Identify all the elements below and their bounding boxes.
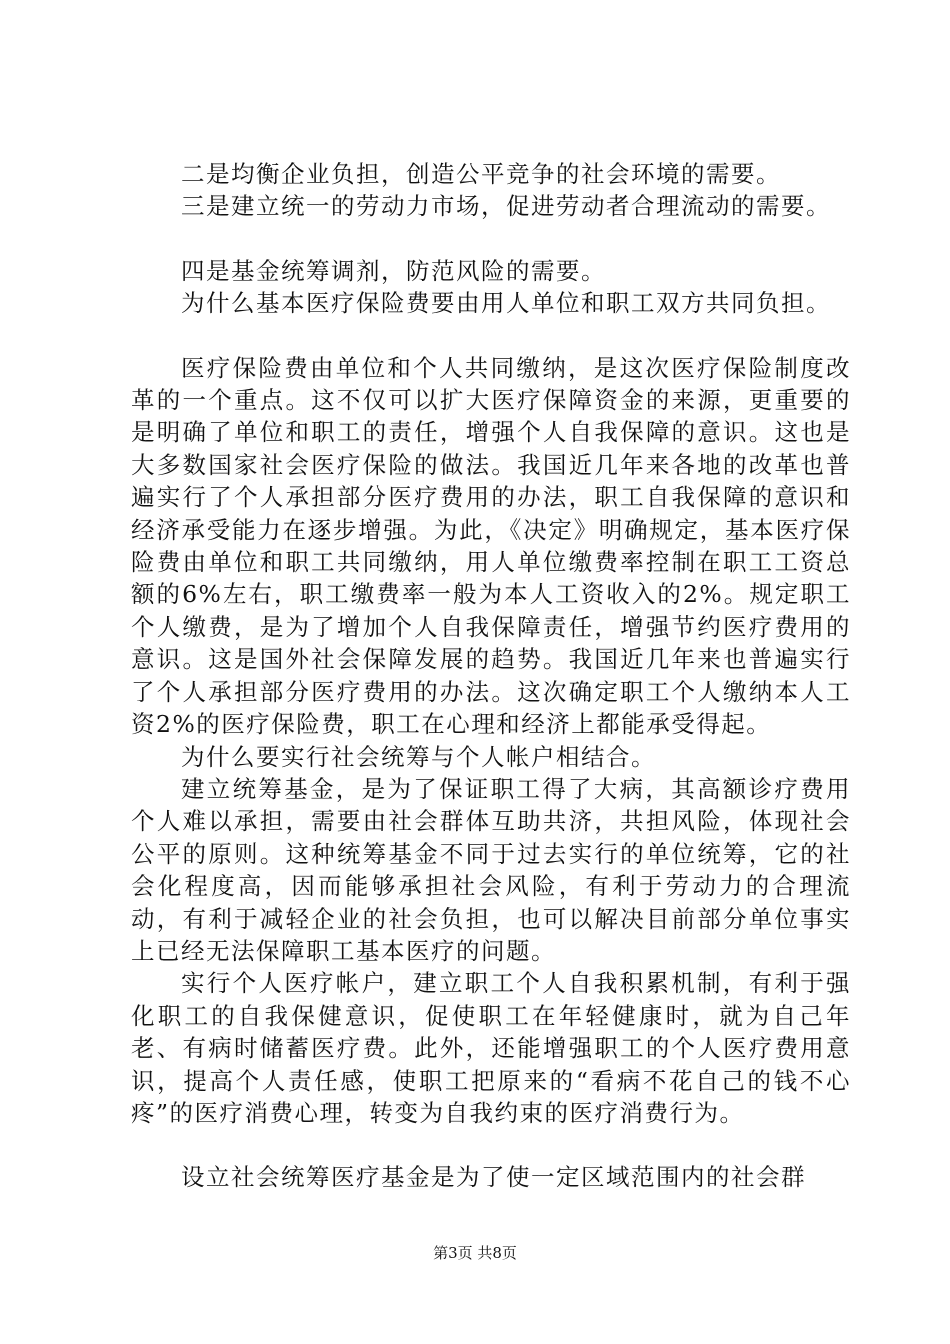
paragraph-pooled-fund: 建立统筹基金，是为了保证职工得了大病，其高额诊疗费用个人难以承担，需要由社会群体互助共济，共担风险，体现社会公平的原则。这种统筹基金不同于过去实行的单位统筹，它的社会化程度高，因而能够承担社会风险，有利于劳动力的合理流动，有利于减轻企业的社会负担，也可以解决目前部分单位事实上已经无法保障职工基本医疗的问题。 — [131, 774, 851, 965]
paragraph-premium-sharing: 医疗保险费由单位和个人共同缴纳，是这次医疗保险制度改革的一个重点。这不仅可以扩大医疗保障资金的来源，更重要的是明确了单位和职工的责任，增强个人自我保障的意识。这也是大多数国家社会医疗保险的做法。我国近几年来各地的改革也普遍实行了个人承担部分医疗费用的办法，职工自我保障的意识和经济承受能力在逐步增强。为此，《决定》明确规定，基本医疗保险费由单位和职工共同缴纳，用人单位缴费率控制在职工工资总额的6%左右，职工缴费率一般为本人工资收入的2%。规定职工个人缴费，是为了增加个人自我保障责任，增强节约医疗费用的意识。这是国外社会保障发展的趋势。我国近几年来也普遍实行了个人承担部分医疗费用的办法。这次确定职工个人缴纳本人工资2%的医疗保险费，职工在心理和经济上都能承受得起。 — [131, 353, 851, 739]
paragraph-social-pooling: 设立社会统筹医疗基金是为了使一定区域范围内的社会群 — [181, 1163, 806, 1192]
paragraph-balance-burden: 二是均衡企业负担，创造公平竞争的社会环境的需要。 — [181, 160, 781, 188]
paragraph-labor-market: 三是建立统一的劳动力市场，促进劳动者合理流动的需要。 — [181, 192, 831, 221]
paragraph-gap — [131, 320, 851, 352]
page-number-footer: 第3页 共8页 — [433, 1244, 517, 1262]
paragraph-personal-account: 实行个人医疗帐户，建立职工个人自我积累机制，有利于强化职工的自我保健意识，促使职工在年轻健康时，就为自己年老、有病时储蓄医疗费。此外，还能增强职工的个人医疗费用意识，提高个人责任感，使职工把原来的“看病不花自己的钱不心疼”的医疗消费心理，转变为自我约束的医疗消费行为。 — [131, 969, 851, 1127]
paragraph-gap — [131, 223, 851, 255]
paragraph-fund-risk: 四是基金统筹调剂，防范风险的需要。 — [181, 256, 606, 285]
heading-why-combined-accounts: 为什么要实行社会统筹与个人帐户相结合。 — [181, 742, 656, 771]
paragraph-gap — [131, 1129, 851, 1161]
heading-why-shared-cost: 为什么基本医疗保险费要由用人单位和职工双方共同负担。 — [181, 289, 831, 318]
document-body — [131, 158, 851, 1194]
